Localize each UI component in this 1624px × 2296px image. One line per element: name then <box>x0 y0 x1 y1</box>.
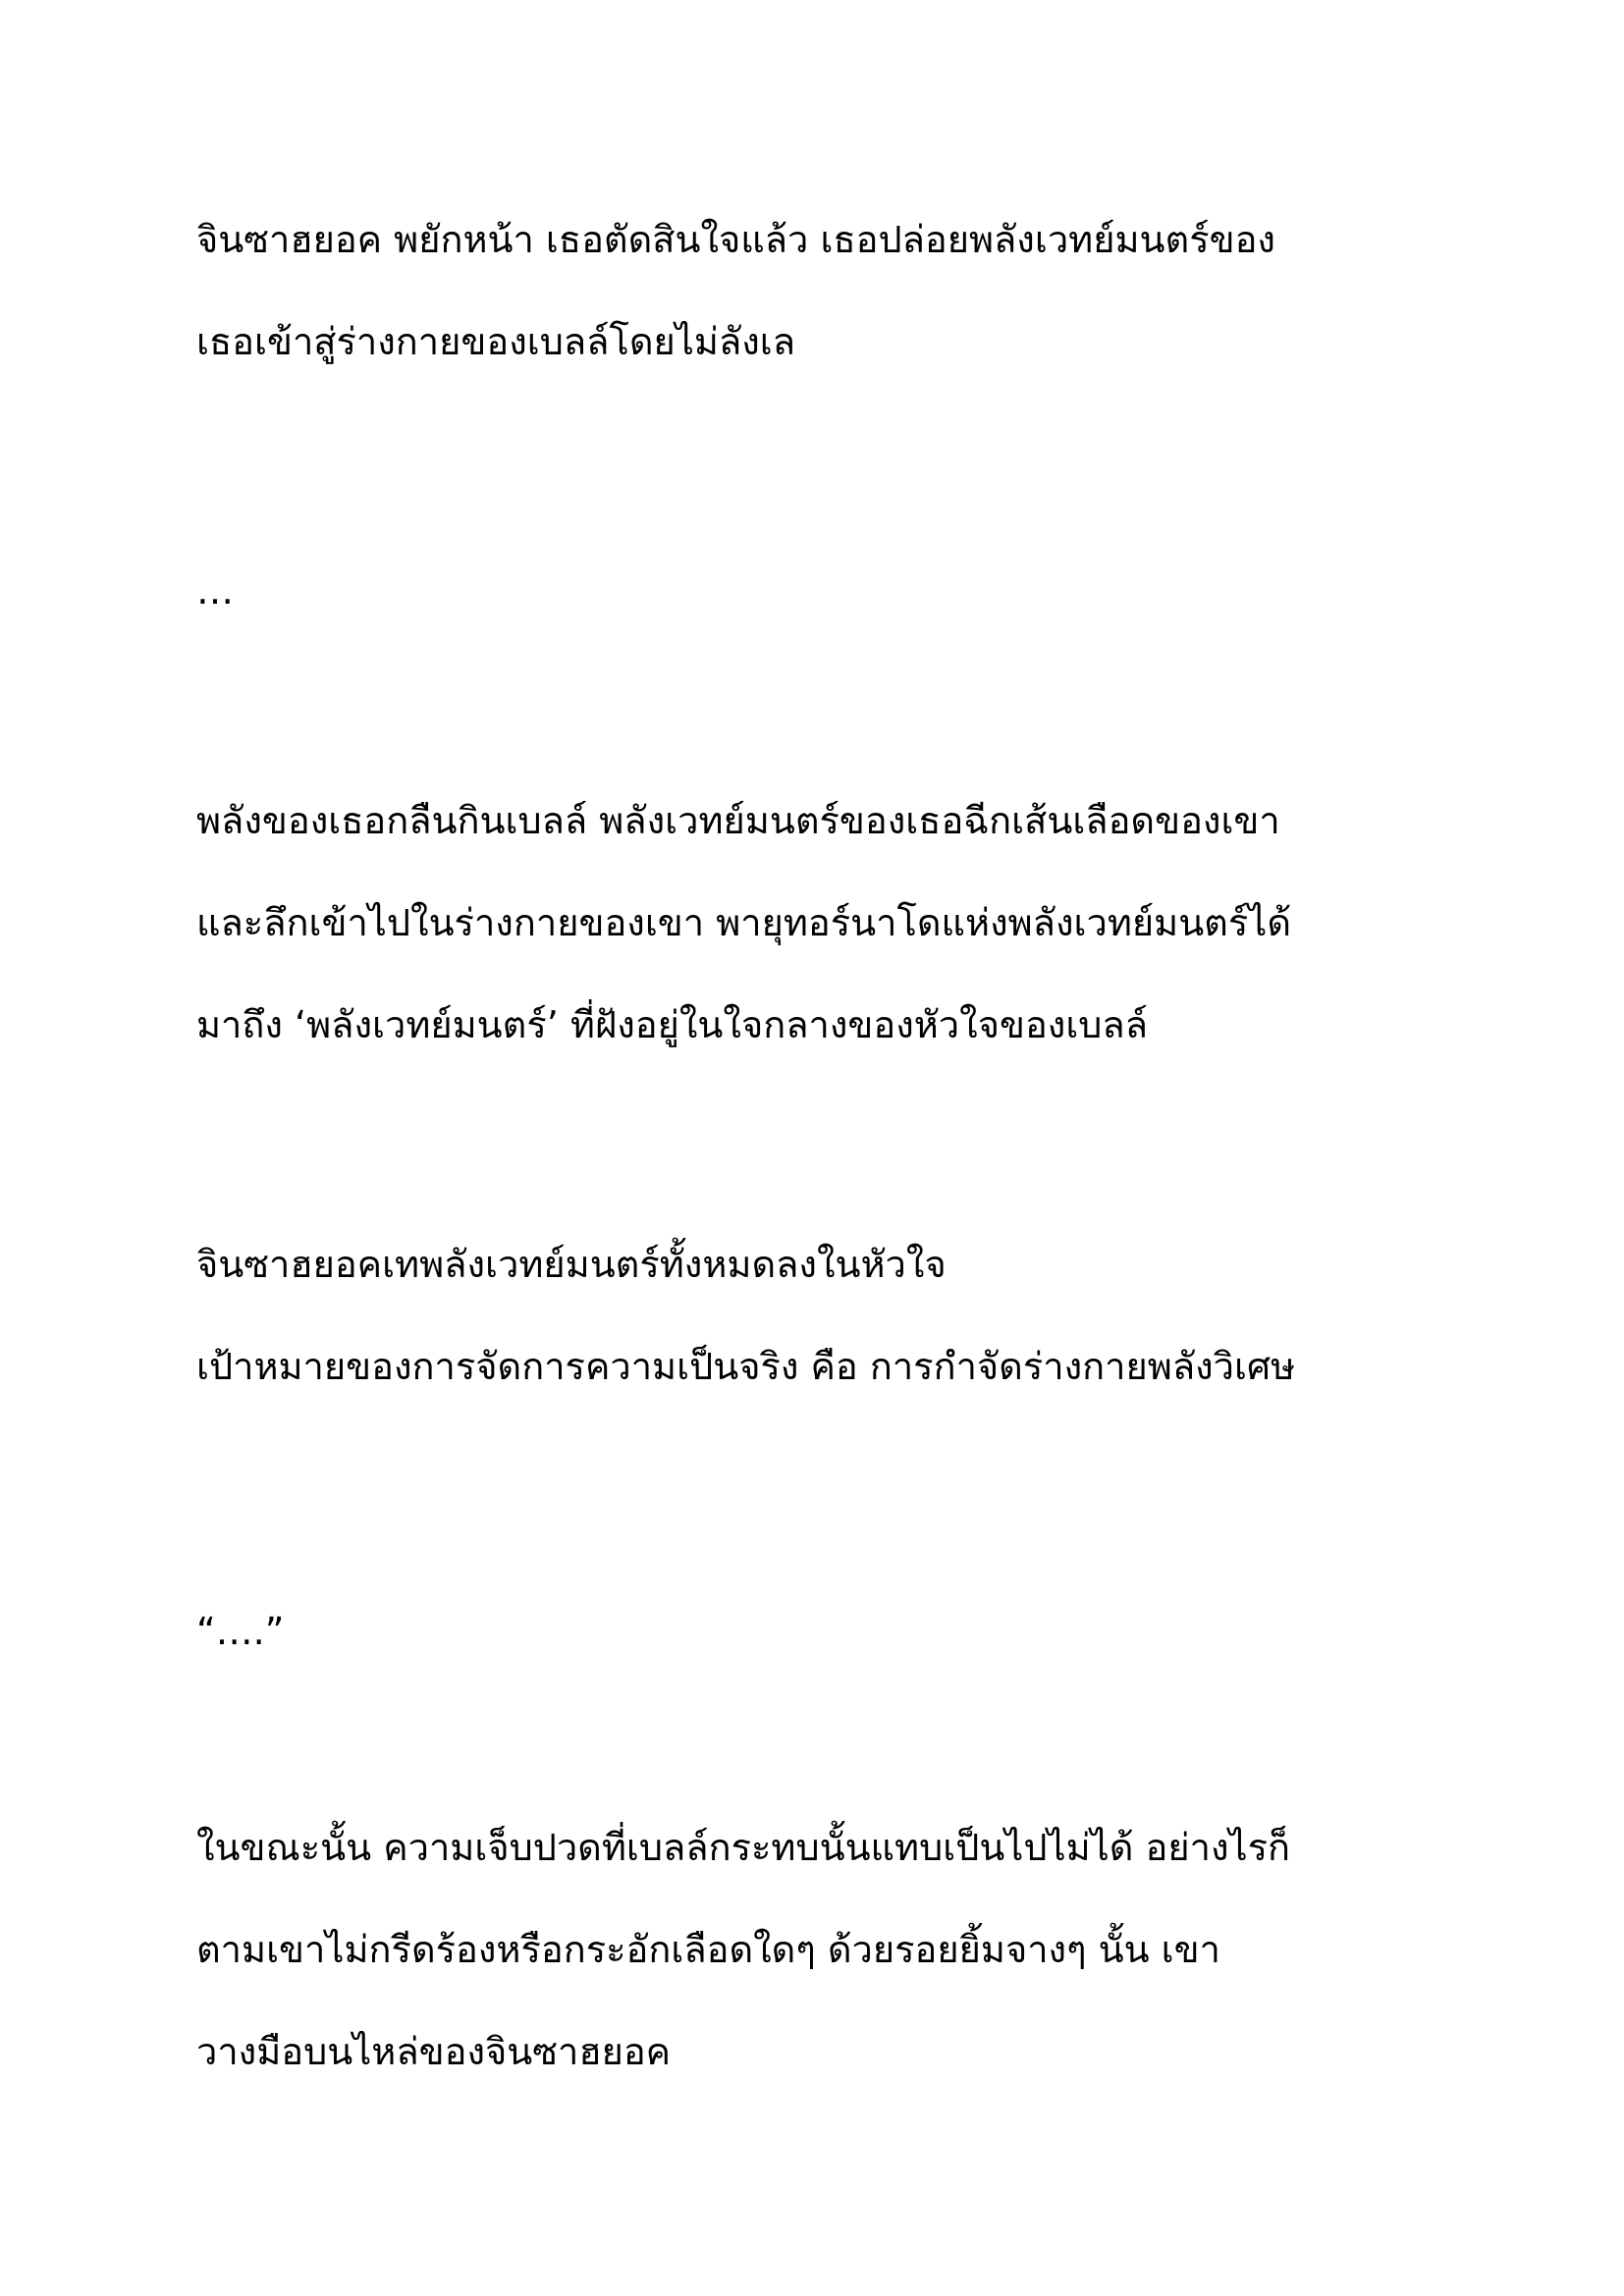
paragraph-6-line-2: ตามเขาไม่กรีดร้องหรือกระอักเลือดใดๆ ด้วยรอยยิ้มจางๆ นั้น เขา <box>196 1928 1220 1971</box>
paragraph-3-line-3: มาถึง ‘พลังเวทย์มนตร์’ ที่ฝังอยู่ในใจกลางของหัวใจของเบลล์ <box>196 1003 1148 1046</box>
paragraph-2-ellipsis: … <box>196 569 234 613</box>
paragraph-3-line-2: และลึกเข้าไปในร่างกายของเขา พายุทอร์นาโดแห่งพลังเวทย์มนตร์ได้ <box>196 901 1292 944</box>
paragraph-6-line-3: วางมือบนไหล่ของจินซาฮยอค <box>196 2030 672 2073</box>
paragraph-1-line-2: เธอเข้าสู่ร่างกายของเบลล์โดยไม่ลังเล <box>196 320 796 363</box>
paragraph-6-line-1: ในขณะนั้น ความเจ็บปวดที่เบลล์กระทบนั้นแทบเป็นไปไม่ได้ อย่างไรก็ <box>196 1826 1291 1869</box>
paragraph-4-line-2: เป้าหมายของการจัดการความเป็นจริง คือ การกำจัดร่างกายพลังวิเศษ <box>196 1345 1296 1388</box>
paragraph-5-quote: “….” <box>196 1610 285 1653</box>
paragraph-4-line-1: จินซาฮยอคเทพลังเวทย์มนตร์ทั้งหมดลงในหัวใจ <box>196 1243 947 1286</box>
paragraph-1-line-1: จินซาฮยอค พยักหน้า เธอตัดสินใจแล้ว เธอปล่อยพลังเวทย์มนตร์ของ <box>196 218 1275 261</box>
paragraph-3-line-1: พลังของเธอกลืนกินเบลล์ พลังเวทย์มนตร์ของเธอฉีกเส้นเลือดของเขา <box>196 799 1280 842</box>
